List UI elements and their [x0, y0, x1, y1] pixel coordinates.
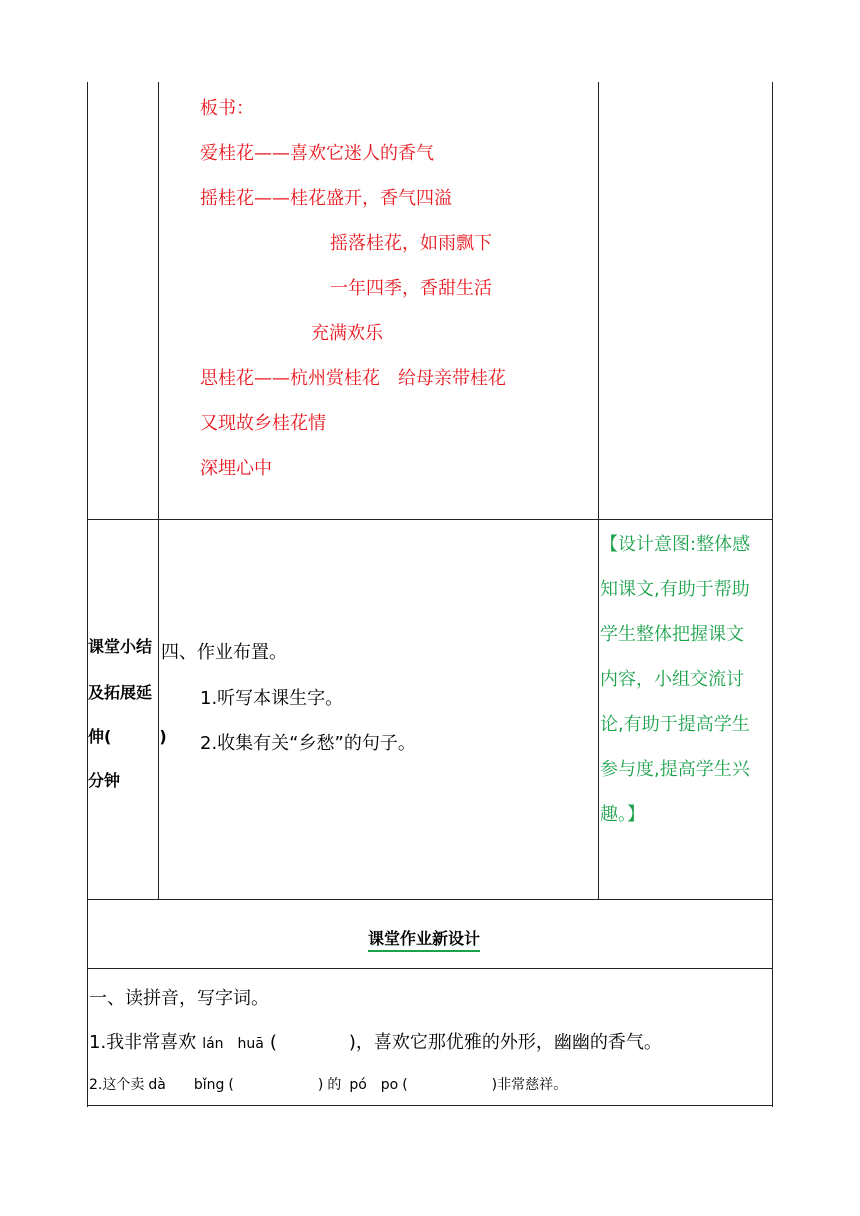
column-divider-2 — [598, 82, 599, 900]
design-note-line: 学生整体把握课文 — [600, 624, 744, 645]
table-border-bottom — [87, 1105, 773, 1106]
pinyin: pó po — [349, 1077, 399, 1093]
question-2-prefix: 2.这个卖 — [89, 1077, 145, 1093]
board-title: 板书： — [200, 98, 254, 119]
homework-assignment-title: 四、作业布置。 — [161, 642, 287, 663]
design-note-line: 知课文,有助于帮助 — [600, 579, 750, 600]
homework-item: 1.听写本课生字。 — [200, 688, 344, 709]
row-divider-1 — [87, 519, 773, 520]
question-2-mid: 的 — [327, 1077, 342, 1093]
design-note-line: 趣。】 — [600, 804, 645, 825]
question-1 — [89, 1028, 662, 1054]
table-border-left — [87, 82, 88, 1107]
section-label-line: 分钟 — [88, 771, 121, 790]
pinyin: lán huā — [202, 1036, 264, 1052]
board-line: 摇桂花——桂花盛开，香气四溢 — [200, 188, 452, 209]
homework-item: 2.收集有关“乡愁”的句子。 — [200, 733, 416, 754]
design-note-line: 内容，小组交流讨 — [600, 669, 744, 690]
question-1-prefix: 1.我非常喜欢 — [89, 1032, 197, 1053]
answer-blank[interactable]: ( ) — [228, 1077, 324, 1093]
board-line: 摇落桂花，如雨飘下 — [330, 233, 492, 254]
answer-blank[interactable]: ( ) — [269, 1032, 356, 1053]
table-border-right — [772, 82, 773, 1107]
board-line: 又现故乡桂花情 — [200, 413, 326, 434]
section-label-line: 课堂小结 — [88, 637, 153, 656]
board-line: 充满欢乐 — [311, 323, 383, 344]
homework-design-header: 课堂作业新设计 — [368, 926, 480, 952]
board-line: 爱桂花——喜欢它迷人的香气 — [200, 143, 434, 164]
design-note — [600, 522, 750, 837]
row-divider-2 — [87, 899, 773, 900]
board-line: 深埋心中 — [200, 458, 272, 479]
board-line: 思桂花——杭州赏桂花 给母亲带桂花 — [200, 368, 506, 389]
design-note-line: 【设计意图:整体感 — [600, 534, 751, 555]
question-2-suffix: 非常慈祥。 — [497, 1077, 568, 1093]
column-divider-1 — [158, 82, 159, 900]
board-line: 一年四季，香甜生活 — [330, 278, 492, 299]
pinyin: dà bǐng — [148, 1077, 225, 1093]
question-title: 一、读拼音，写字词。 — [89, 988, 269, 1009]
design-note-line: 参与度,提高学生兴 — [600, 759, 750, 780]
question-2 — [89, 1074, 567, 1094]
section-label-line: 及拓展延 — [88, 683, 153, 702]
section-label-line: 伸( ) — [88, 727, 167, 746]
question-1-suffix: ，喜欢它那优雅的外形，幽幽的香气。 — [355, 1032, 662, 1053]
design-note-line: 论,有助于提高学生 — [600, 714, 750, 735]
row-divider-3 — [87, 968, 773, 969]
answer-blank[interactable]: ( ) — [402, 1077, 498, 1093]
